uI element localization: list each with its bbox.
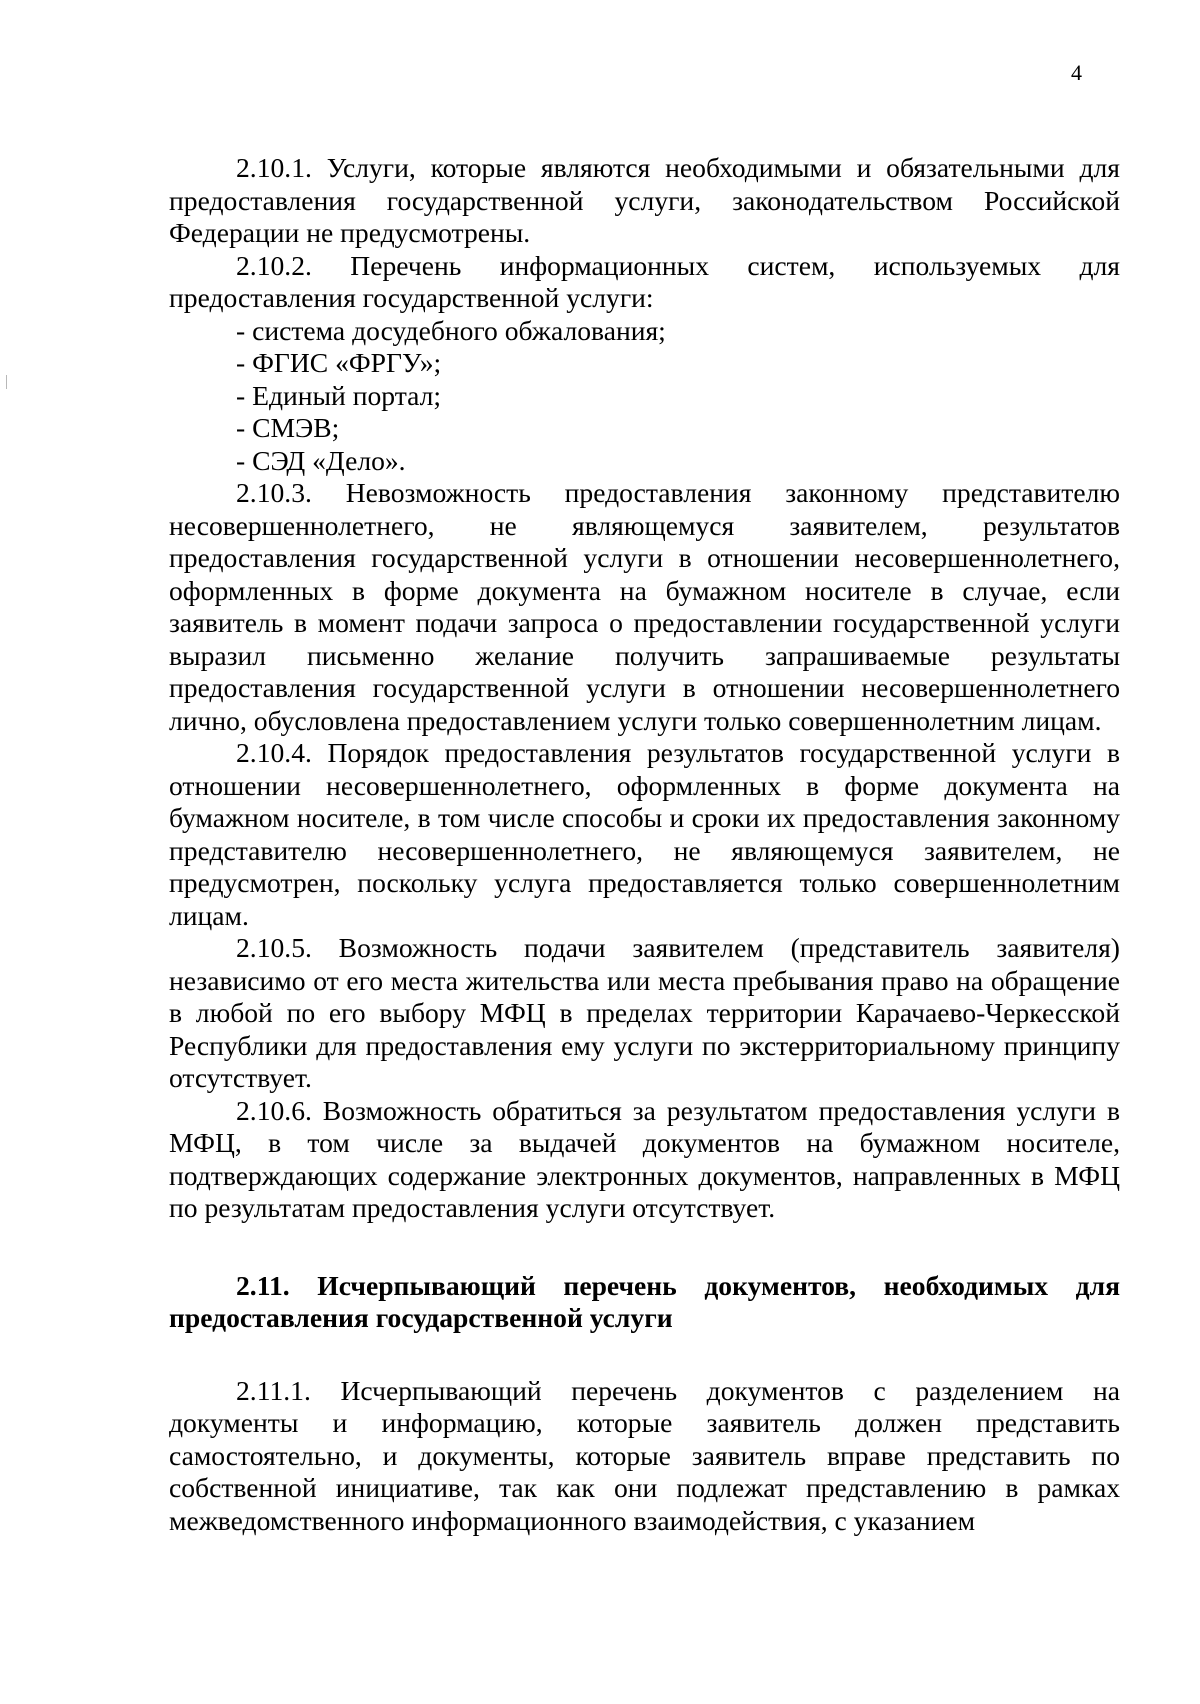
section-heading-2-11: 2.11. Исчерпывающий перечень документов, необходимых для предоставления государственной услуги — [169, 1269, 1120, 1333]
paragraph-2-10-3: 2.10.3. Невозможность предоставления законному представителю несовершеннолетнего, не являющемуся заявителем, результатов предоставления государственной услуги в отношении несовершеннолетнего, оформленных в форме документа на бумажном носителе в случае, если заявитель в момент подачи запроса о предоставлении государственной услуги выразил письменно желание получить запрашиваемые результаты предоставления государственной услуги в отношении несовершеннолетнего лично, обусловлена предоставлением услуги только совершеннолетним лицам. — [169, 477, 1120, 736]
list-item: - СЭД «Дело». — [236, 444, 406, 476]
document-body — [169, 152, 1120, 1537]
paragraph-2-10-5: 2.10.5. Возможность подачи заявителем (представитель заявителя) независимо от его места жительства или места пребывания право на обращение в любой по его выбору МФЦ в пределах территории Карачаево-Черкесской Республики для предоставления ему услуги по экстерриториальному принципу отсутствует. — [169, 932, 1120, 1093]
list-item: - ФГИС «ФРГУ»; — [236, 347, 442, 378]
scan-margin-mark — [6, 375, 7, 389]
paragraph-2-11-1: 2.11.1. Исчерпывающий перечень документов с разделением на документы и информацию, которые заявитель должен представить самостоятельно, и документы, которые заявитель вправе представить по собственной инициативе, так как они подлежат представлению в рамках межведомственного информационного взаимодействия, с указанием — [169, 1374, 1120, 1536]
paragraph-2-10-4: 2.10.4. Порядок предоставления результатов государственной услуги в отношении несовершеннолетнего, оформленных в форме документа на бумажном носителе, в том числе способы и сроки их предоставления законному представителю несовершеннолетнего, не являющемуся заявителем, не предусмотрен, поскольку услуга предоставляется только совершеннолетним лицам. — [169, 737, 1120, 931]
list-item: - СМЭВ; — [236, 412, 340, 443]
paragraph-2-10-1: 2.10.1. Услуги, которые являются необходимыми и обязательными для предоставления государственной услуги, законодательством Российской Федерации не предусмотрены. — [169, 152, 1120, 248]
paragraph-2-10-6: 2.10.6. Возможность обратиться за результатом предоставления услуги в МФЦ, в том числе за выдачей документов на бумажном носителе, подтверждающих содержание электронных документов, направленных в МФЦ по результатам предоставления услуги отсутствует. — [169, 1094, 1120, 1223]
paragraph-2-10-2: 2.10.2. Перечень информационных систем, используемых для предоставления государственной услуги: — [169, 249, 1120, 313]
list-item: - Единый портал; — [236, 379, 442, 411]
page-number: 4 — [1071, 60, 1082, 85]
list-item: - система досудебного обжалования; — [236, 314, 666, 346]
